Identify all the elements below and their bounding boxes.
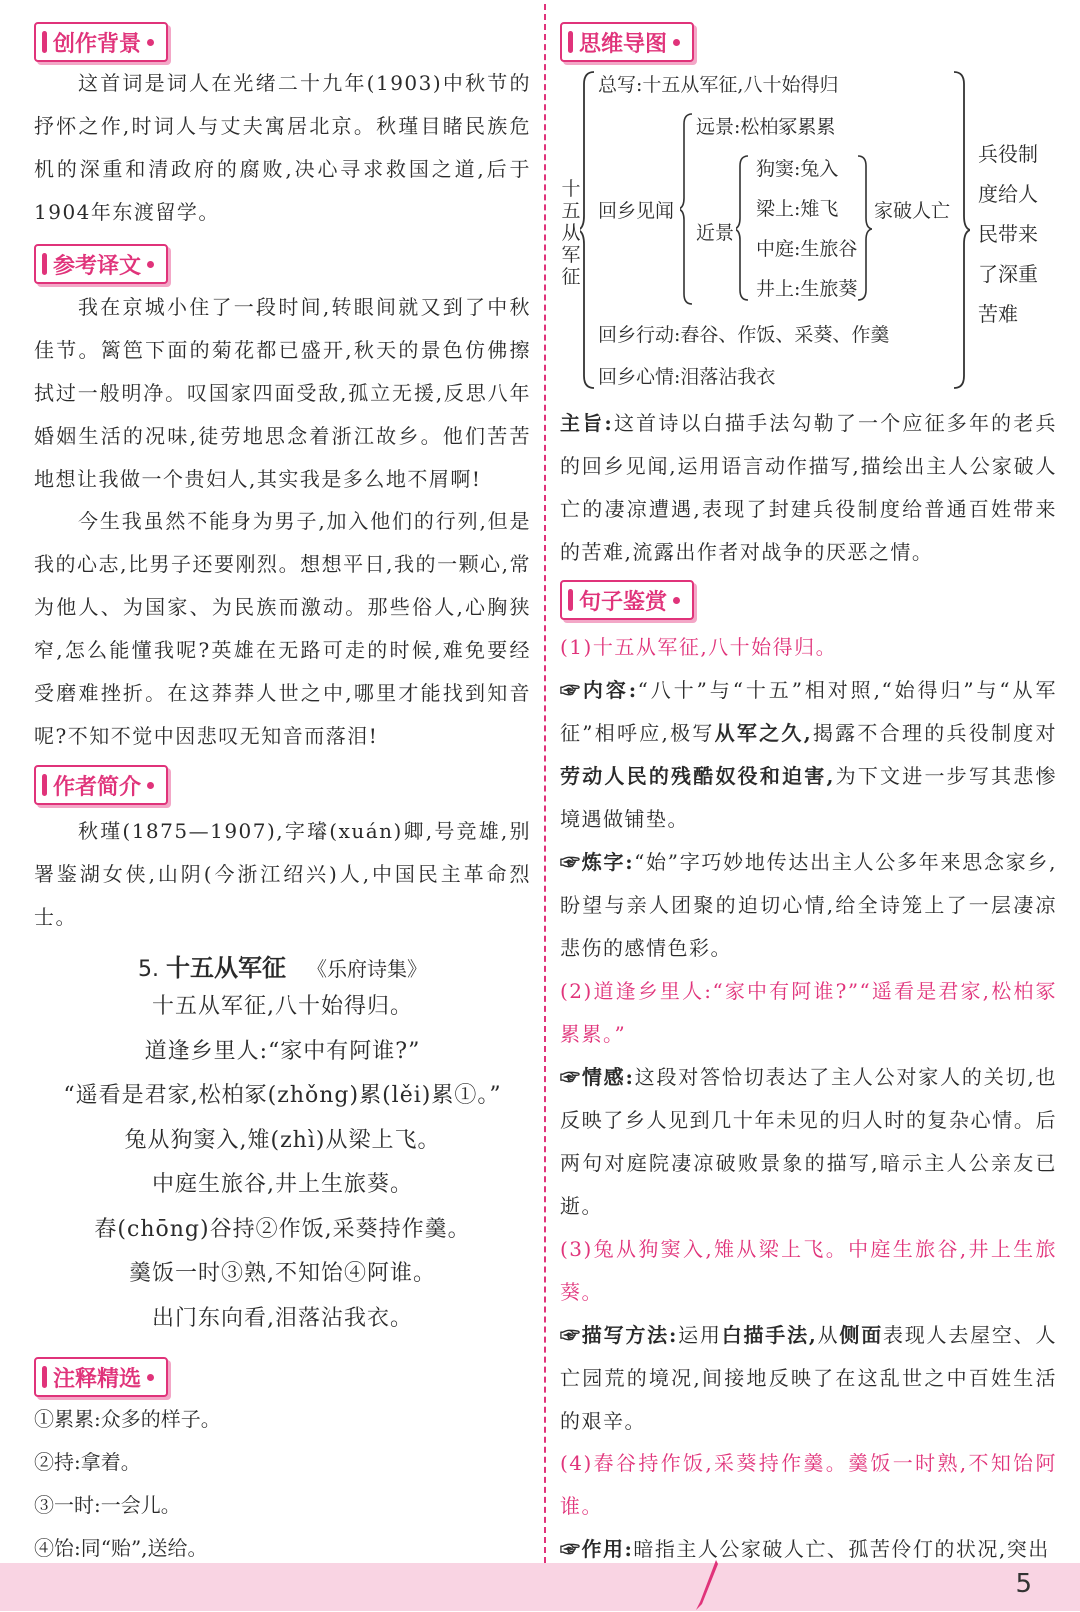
conclusion-line: 了深重	[978, 262, 1038, 286]
ruin-brace	[856, 154, 872, 302]
text-run: “八十”与“十五”相对照,“始得归”与“从军征”相呼应,极写	[560, 678, 1057, 745]
see-brace	[680, 112, 694, 306]
mind-near-item: 井上:生旅葵	[756, 278, 858, 300]
text-run-bold: 劳动人民的残酷奴役和迫害,	[560, 764, 835, 788]
section-title: 参考译文	[53, 253, 142, 279]
section-title: 创作背景	[53, 31, 142, 57]
mind-feeling: 回乡心情:泪落沾我衣	[598, 366, 776, 388]
word-label: ☞炼字:	[560, 850, 635, 874]
sentence-3: (3)兔从狗窦入,雉从梁上飞。中庭生旅谷,井上生旅葵。	[560, 1237, 1057, 1304]
section-tag-mindmap	[560, 22, 694, 62]
poem-line: 中庭生旅谷,井上生旅葵。	[152, 1172, 413, 1197]
content-label: ☞内容:	[560, 678, 638, 702]
section-title: 注释精选	[53, 1366, 142, 1392]
text-run: 从	[817, 1323, 840, 1347]
mind-see-label: 回乡见闻	[598, 200, 675, 222]
tag-dot	[147, 39, 154, 46]
tag-mark	[42, 1366, 47, 1388]
text-run-bold: 侧面	[839, 1323, 883, 1347]
mind-near-item: 梁上:雉飞	[756, 198, 839, 220]
section-tag-author	[34, 765, 168, 805]
sentence-4-effect	[560, 1528, 1057, 1564]
sentence-3-method	[560, 1314, 1057, 1443]
poem-line: 舂(chōng)谷持②作饭,采葵持作羹。	[94, 1217, 471, 1242]
translation-paragraph-1: 我在京城小住了一段时间,转眼间就又到了中秋佳节。篱笆下面的菊花都已盛开,秋天的景色仿佛擦拭过一般明净。叹国家四面受敌,孤立无援,反思八年婚姻生活的况味,徒劳地思念着浙江故乡。他们苦苦地想让我做一个贵妇人,其实我是多么地不屑啊!	[34, 295, 531, 491]
poem-line: 十五从军征,八十始得归。	[152, 994, 413, 1019]
text-run: 暗指主人公家破人亡、孤苦伶仃的状况,突出	[633, 1537, 1050, 1561]
poem-heading	[34, 948, 531, 983]
mind-summary: 总写:十五从军征,八十始得归	[598, 74, 839, 96]
poem-line: 出门东向看,泪落沾我衣。	[152, 1306, 413, 1331]
section-title: 思维导图	[579, 31, 668, 57]
sentence-2-emotion	[560, 1056, 1057, 1228]
theme-label: 主旨:	[560, 411, 614, 435]
effect-label: ☞作用:	[560, 1537, 634, 1561]
conclusion-line: 度给人	[978, 182, 1038, 206]
page-number: 5	[1015, 1569, 1032, 1599]
poem-line: 道逢乡里人:“家中有阿谁?”	[144, 1039, 421, 1064]
tag-mark	[568, 589, 573, 611]
pen-icon	[690, 1558, 720, 1612]
sentence-4: (4)舂谷持作饭,采葵持作羹。羹饭一时熟,不知饴阿谁。	[560, 1451, 1057, 1518]
section-tag-background	[34, 22, 168, 62]
poem-source: 《乐府诗集》	[307, 957, 427, 981]
right-brace	[952, 70, 970, 390]
mind-root: 十五从军征	[561, 178, 581, 288]
tag-mark	[42, 31, 47, 53]
theme-text	[560, 402, 1057, 574]
near-brace	[736, 154, 750, 302]
conclusion-line: 苦难	[978, 302, 1018, 326]
section-tag-notes	[34, 1357, 168, 1397]
tag-mark	[42, 774, 47, 796]
tag-mark	[568, 31, 573, 53]
mind-near-item: 中庭:生旅谷	[756, 238, 858, 260]
tag-dot	[147, 1374, 154, 1381]
method-label: ☞描写方法:	[560, 1323, 678, 1347]
mind-ruin: 家破人亡	[874, 200, 951, 222]
text-run-bold: 从军之久,	[714, 721, 813, 745]
sentence-1-word	[560, 841, 1057, 970]
mind-far-view: 远景:松柏冢累累	[696, 116, 836, 138]
mind-conclusion	[978, 134, 1038, 334]
text-run-bold: 白描手法,	[721, 1323, 818, 1347]
mind-near-item: 狗窦:兔入	[756, 158, 839, 180]
tag-dot	[673, 39, 680, 46]
section-title: 作者简介	[53, 774, 142, 800]
poem-line: “遥看是君家,松柏冢(zhǒng)累(lěi)累①。”	[63, 1083, 502, 1108]
translation-paragraph-2: 今生我虽然不能身为男子,加入他们的行列,但是我的心志,比男子还要刚烈。想想平日,我的一颗心,常为他人、为国家、为民族而激动。那些俗人,心胸狭窄,怎么能懂我呢?英雄在无路可走的时候,难免要经受磨难挫折。在这莽莽人世之中,哪里才能找到知音呢?不知不觉中因悲叹无知音而落泪!	[34, 509, 531, 748]
poem-line: 兔从狗窦入,雉(zhì)从梁上飞。	[124, 1128, 441, 1153]
tag-dot	[673, 597, 680, 604]
section-title: 句子鉴赏	[579, 589, 668, 615]
background-text: 这首词是词人在光绪二十九年(1903)中秋节的抒怀之作,时词人与丈夫寓居北京。秋瑾目睹民族危机的深重和清政府的腐败,决心寻求救国之道,后于1904年东渡留学。	[34, 71, 531, 224]
text-run: “始”字巧妙地传达出主人公多年来思念家乡,盼望与亲人团聚的迫切心情,给全诗笼上了一层凄凉悲伤的感情色彩。	[560, 850, 1057, 960]
sentence-2: (2)道逢乡里人:“家中有阿谁?”“遥看是君家,松柏冢累累。”	[560, 979, 1057, 1046]
tag-dot	[147, 782, 154, 789]
emotion-label: ☞情感:	[560, 1065, 635, 1089]
text-run: 表现人去屋空、人亡园荒的境况,间接地反映了在这乱世之中百姓生活的艰辛。	[560, 1323, 1058, 1433]
column-divider	[544, 4, 546, 1563]
text-run: 揭露不合理的兵役制度对	[812, 721, 1057, 745]
author-text: 秋瑾(1875—1907),字璿(xuán)卿,号竞雄,别署鉴湖女侠,山阴(今浙江绍兴)人,中国民主革命烈士。	[34, 819, 531, 929]
note-item: ③一时:一会儿。	[34, 1493, 181, 1517]
tag-dot	[147, 261, 154, 268]
text-run: 这段对答恰切表达了主人公对家人的关切,也反映了乡人见到几十年未见的归人时的复杂心情。后两句对庭院凄凉破败景象的描写,暗示主人公亲友已逝。	[560, 1065, 1058, 1218]
poem-title: 十五从军征	[166, 954, 286, 982]
note-item: ①累累:众多的样子。	[34, 1407, 221, 1431]
sentence-1: (1)十五从军征,八十始得归。	[560, 635, 838, 659]
section-tag-sentences	[560, 580, 694, 620]
mind-action: 回乡行动:舂谷、作饭、采葵、作羹	[598, 324, 890, 346]
main-brace	[580, 70, 596, 390]
text-run: 为下文进一步写其悲惨境遇做铺垫。	[560, 764, 1057, 831]
conclusion-line: 民带来	[978, 222, 1038, 246]
section-tag-translation	[34, 244, 168, 284]
mind-near-label: 近景	[696, 222, 735, 244]
conclusion-line: 兵役制	[978, 142, 1038, 166]
note-item: ②持:拿着。	[34, 1450, 141, 1474]
poem-number: 5.	[138, 957, 159, 982]
note-item: ④饴:同“贻”,送给。	[34, 1536, 208, 1560]
tag-mark	[42, 253, 47, 275]
text-run: 运用	[677, 1323, 722, 1347]
page-footer	[0, 1563, 1080, 1611]
theme-body: 这首诗以白描手法勾勒了一个应征多年的老兵的回乡见闻,运用语言动作描写,描绘出主人公家破人亡的凄凉遭遇,表现了封建兵役制度给普通百姓带来的苦难,流露出作者对战争的厌恶之情。	[560, 411, 1058, 564]
sentence-1-content	[560, 669, 1057, 841]
poem-line: 羹饭一时③熟,不知饴④阿谁。	[129, 1261, 436, 1286]
